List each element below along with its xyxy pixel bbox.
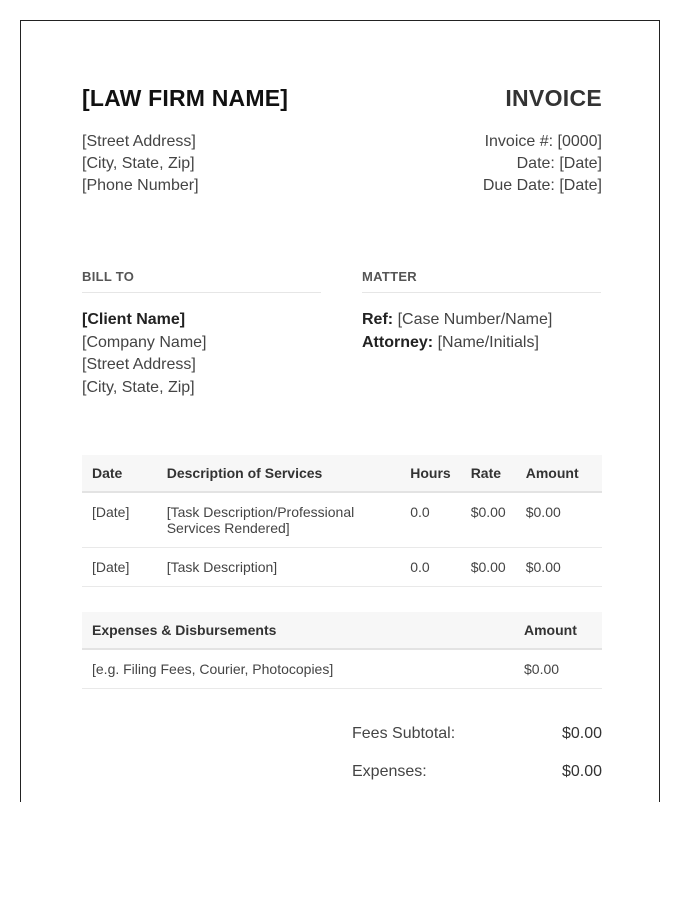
column-header-date: Date xyxy=(82,455,157,492)
matter-attorney xyxy=(362,332,552,355)
client-city: [City, State, Zip] xyxy=(82,378,195,396)
firm-city: [City, State, Zip] xyxy=(82,155,195,172)
column-header-amount: Amount xyxy=(516,455,602,492)
expenses-total-value: $0.00 xyxy=(561,763,602,780)
bill-to-heading: BILL TO xyxy=(82,269,321,293)
expenses-header-row xyxy=(82,612,602,649)
service-date: [Date] xyxy=(82,492,157,548)
client-company: [Company Name] xyxy=(82,333,207,351)
expenses-total-row xyxy=(352,761,602,799)
column-header-expenses: Expenses & Disbursements xyxy=(82,612,514,649)
firm-address xyxy=(82,131,199,197)
invoice-meta xyxy=(483,131,602,197)
matter-ref-label: Ref: xyxy=(362,311,394,328)
invoice-page xyxy=(20,20,660,802)
table-row xyxy=(82,492,602,548)
matter-block xyxy=(362,309,552,354)
table-row xyxy=(82,548,602,587)
document-title: INVOICE xyxy=(505,85,602,111)
service-rate: $0.00 xyxy=(461,548,516,587)
services-table xyxy=(82,455,602,587)
column-header-hours: Hours xyxy=(400,455,460,492)
totals-block xyxy=(352,723,602,799)
expenses-total-label: Expenses: xyxy=(352,763,427,780)
client-street: [Street Address] xyxy=(82,356,196,373)
invoice-header xyxy=(82,85,602,112)
expense-description: [e.g. Filing Fees, Courier, Photocopies] xyxy=(82,649,514,689)
service-amount: $0.00 xyxy=(516,492,602,548)
table-row xyxy=(82,649,602,689)
matter-ref-value: [Case Number/Name] xyxy=(397,311,553,328)
invoice-number: Invoice #: [0000] xyxy=(484,133,602,150)
column-header-description: Description of Services xyxy=(157,455,401,492)
firm-street: [Street Address] xyxy=(82,133,196,150)
service-amount: $0.00 xyxy=(516,548,602,587)
matter-heading: MATTER xyxy=(362,269,601,293)
column-header-expense-amount: Amount xyxy=(514,612,602,649)
firm-phone: [Phone Number] xyxy=(82,177,199,194)
invoice-date: Date: [Date] xyxy=(516,155,602,172)
service-description: [Task Description] xyxy=(157,548,401,587)
expense-amount: $0.00 xyxy=(514,649,602,689)
matter-attorney-label: Attorney: xyxy=(362,333,434,351)
service-hours: 0.0 xyxy=(400,548,460,587)
client-name: [Client Name] xyxy=(82,311,186,328)
service-rate: $0.00 xyxy=(461,492,516,548)
expenses-table xyxy=(82,612,602,689)
services-header-row xyxy=(82,455,602,492)
service-description: [Task Description/Professional Services Rendered] xyxy=(157,492,401,548)
invoice-due-date: Due Date: [Date] xyxy=(482,177,602,194)
service-hours: 0.0 xyxy=(400,492,460,548)
matter-attorney-value: [Name/Initials] xyxy=(437,333,539,351)
firm-name: [LAW FIRM NAME] xyxy=(82,85,289,111)
fees-subtotal-value: $0.00 xyxy=(561,725,602,742)
fees-subtotal-label: Fees Subtotal: xyxy=(352,725,456,742)
column-header-rate: Rate xyxy=(461,455,516,492)
bill-to-block xyxy=(82,309,207,399)
matter-ref xyxy=(362,309,552,332)
service-date: [Date] xyxy=(82,548,157,587)
fees-subtotal-row xyxy=(352,723,602,761)
